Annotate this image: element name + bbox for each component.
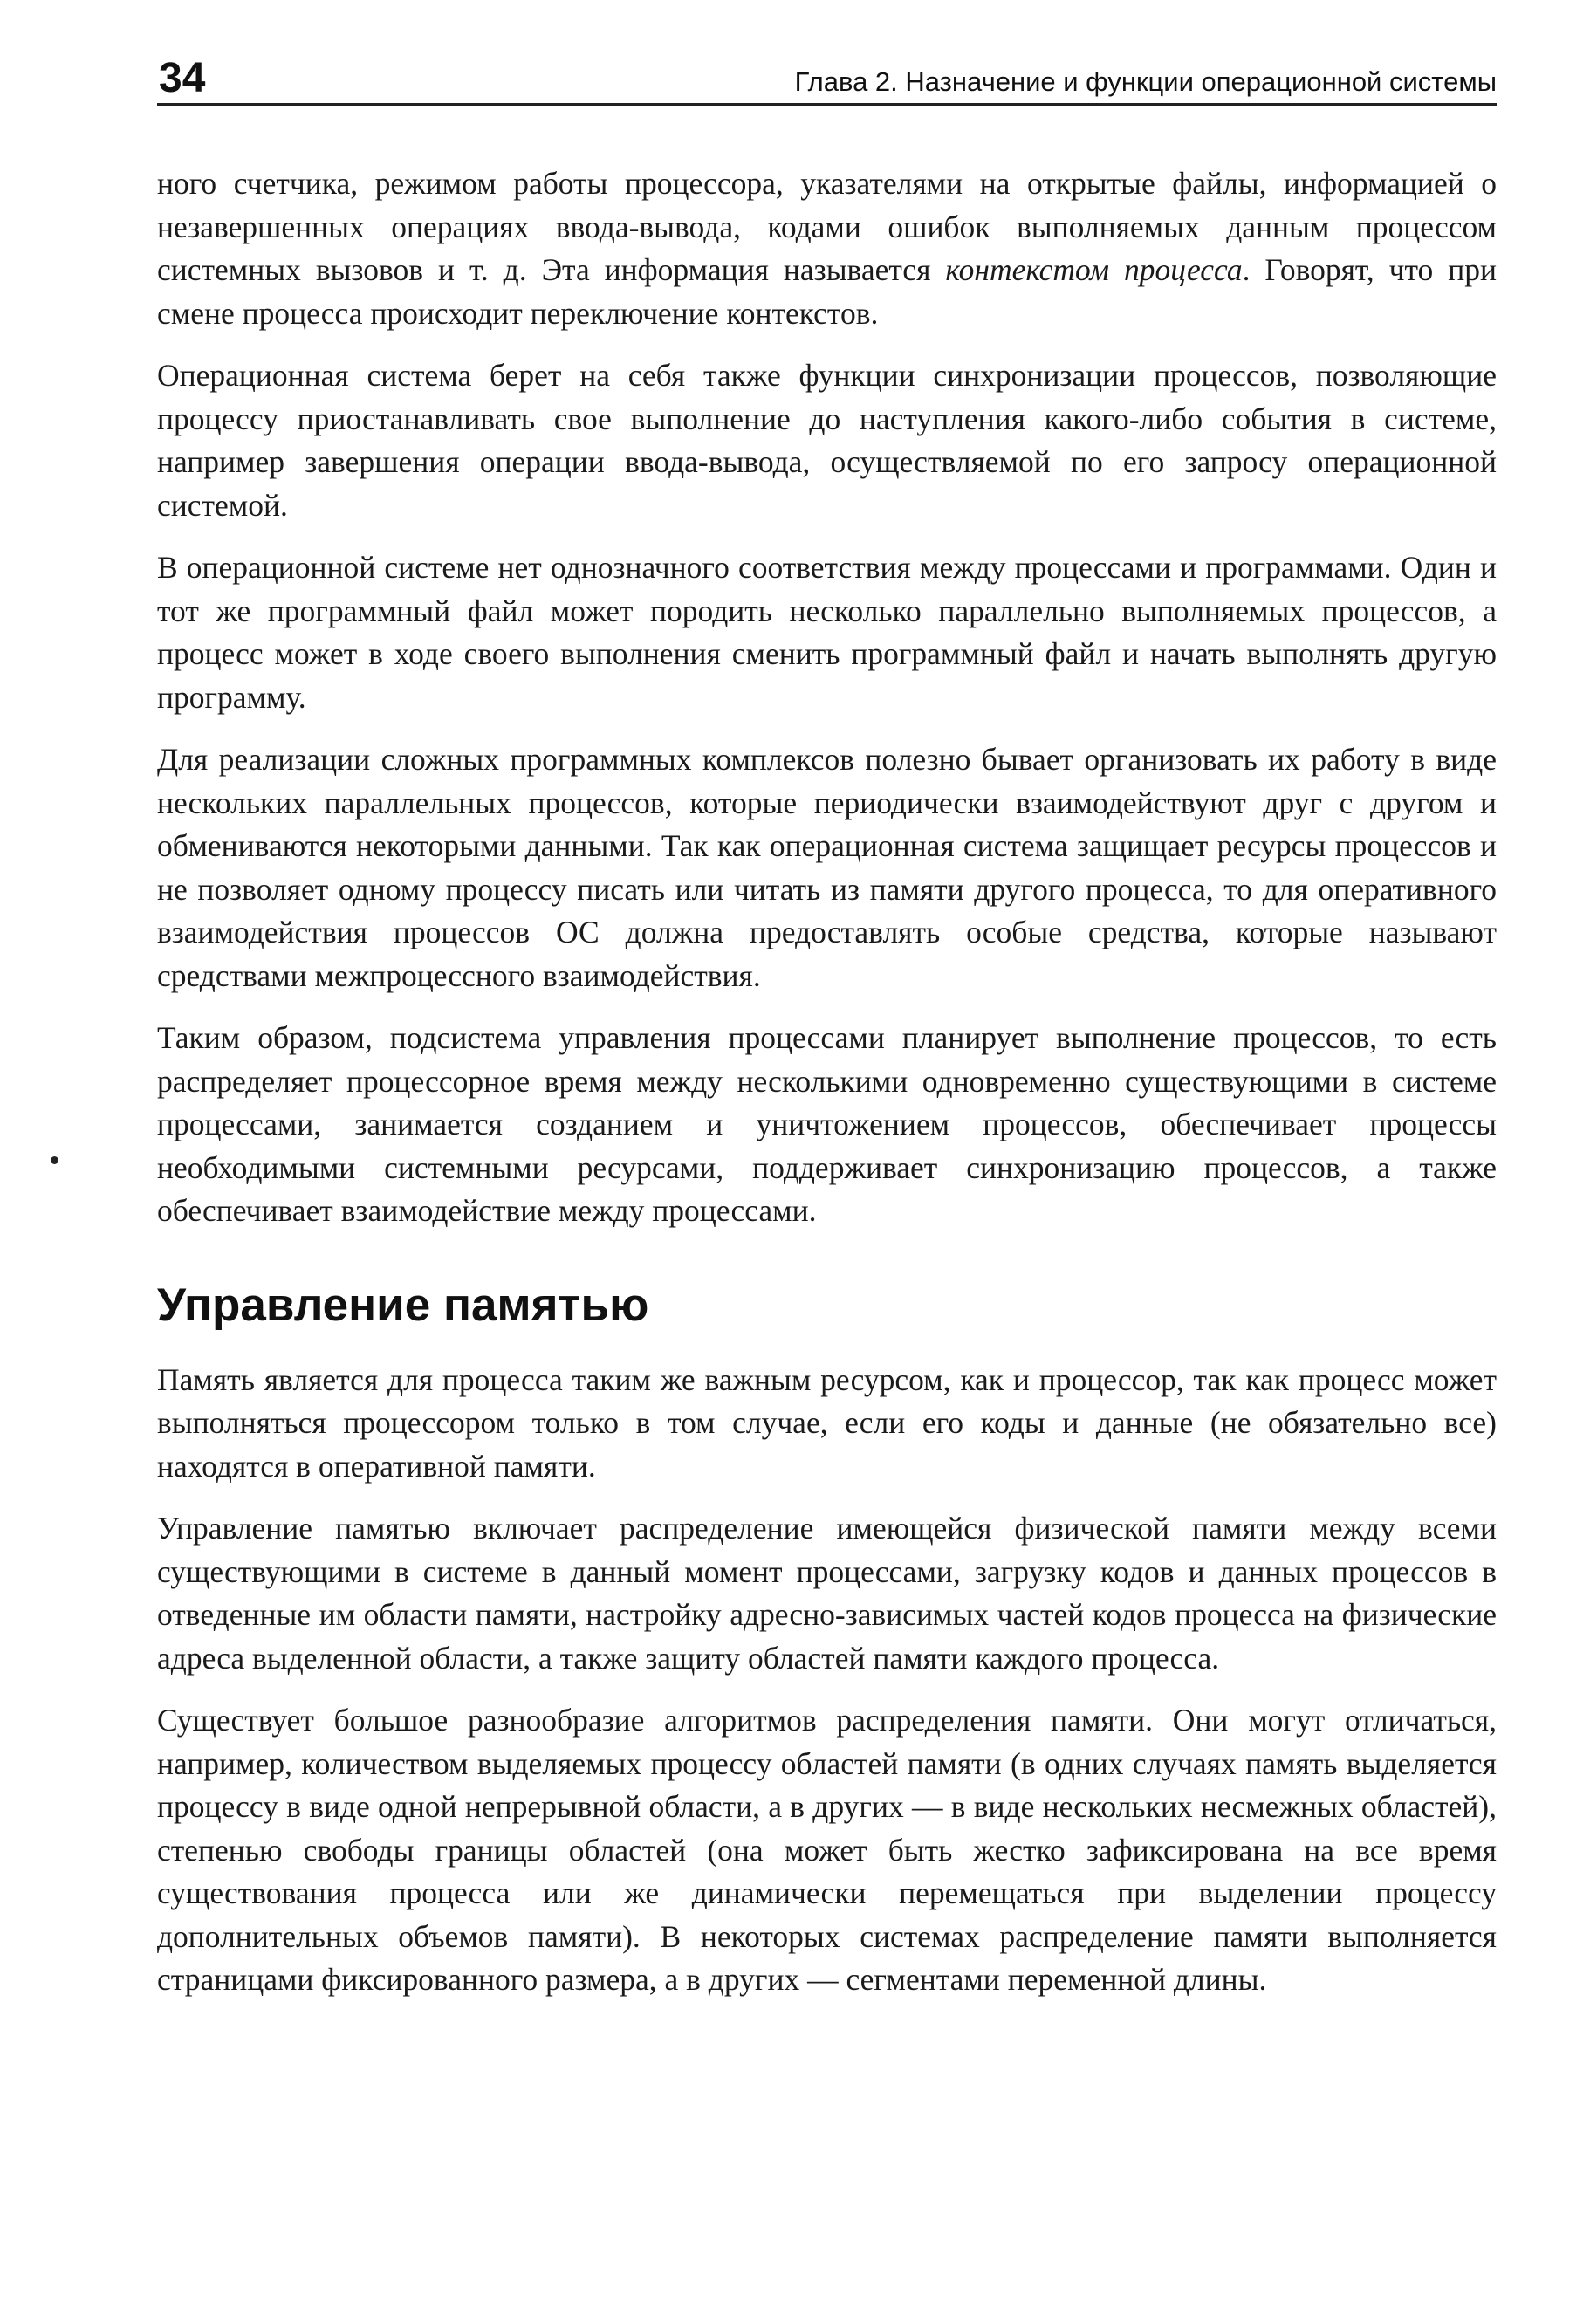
paragraph-ipc: Для реализации сложных программных комплексов полезно бывает организовать их работу в виде нескольких параллельных процессов, которые периодически взаимодействуют друг с другом и обмениваются некоторыми данными. Так как операционная система защищает ресурсы процессов и не позволяет одному процессу писать или читать из памяти другого процесса, то для оперативного взаимодействия процессов ОС должна предоставлять особые средства, которые называют средствами межпроцессного взаимодействия. bbox=[157, 742, 1497, 993]
running-header bbox=[157, 54, 1497, 106]
page-number: 34 bbox=[159, 55, 206, 101]
paragraph-memory-resource: Память является для процесса таким же важным ресурсом, как и процессор, так как процесс может выполняться процессором только в том случае, если его коды и данные (не обязательно все) находятся в оперативной памяти. bbox=[157, 1361, 1497, 1484]
page-body bbox=[157, 162, 1497, 2021]
paragraph-summary: Таким образом, подсистема управления процессами планирует выполнение процессов, то есть распределяет процессорное время между несколькими одновременно существующими в системе процессами, занимается созданием и уничтожением процессов, обеспечивает процессы необходимыми системными ресурсами, поддерживает синхронизацию процессов, а также обеспечивает взаимодействие между процессами. bbox=[157, 1020, 1497, 1228]
paragraph-context: ного счетчика, режимом работы процессора, указателями на открытые файлы, информацией о незавершенных операциях ввода-вывода, кодами ошибок выполняемых данным процессом системных вызовов и т. д. Эта информация называется контекстом процесса. Говорят, что при смене процесса происходит переключение контекстов. bbox=[157, 166, 1497, 331]
paragraph-processes-programs: В операционной системе нет однозначного соответствия между процессами и программами. Один и тот же программный файл может породить несколько параллельно выполняемых процессов, а процесс может в ходе своего выполнения сменить программный файл и начать выполнять другую программу. bbox=[157, 550, 1497, 715]
term-process-context: контекстом процесса bbox=[945, 252, 1243, 287]
margin-dot-mark bbox=[51, 1156, 58, 1164]
section-heading-memory: Управление памятью bbox=[157, 1279, 649, 1331]
paragraph-memory-algorithms: Существует большое разнообразие алгоритмов распределения памяти. Они могут отличаться, например, количеством выделяемых процессу областей памяти (в одних случаях память выделяется процессу в виде одной непрерывной области, а в других — в виде нескольких несмежных областей), степенью свободы границы областей (она может быть жестко зафиксирована на все время существования процесса или же динамически перемещаться при выделении процессу дополнительных объемов памяти). В некоторых системах распределение памяти выполняется страницами фиксированного размера, а в других — сегментами переменной длины. bbox=[157, 1703, 1497, 1997]
chapter-title: Глава 2. Назначение и функции операционной системы bbox=[794, 66, 1497, 97]
paragraph-sync: Операционная система берет на себя также функции синхронизации процессов, позволяющие процессу приостанавливать свое выполнение до наступления какого-либо события в системе, например завершения операции ввода-вывода, осуществляемой по его запросу операционной системой. bbox=[157, 358, 1497, 523]
paragraph-memory-management: Управление памятью включает распределение имеющейся физической памяти между всеми существующими в системе в данный момент процессами, загрузку кодов и данных процессов в отведенные им области памяти, настройку адресно-зависимых частей кодов процесса на физические адреса выделенной области, а также защиту областей памяти каждого процесса. bbox=[157, 1511, 1497, 1676]
